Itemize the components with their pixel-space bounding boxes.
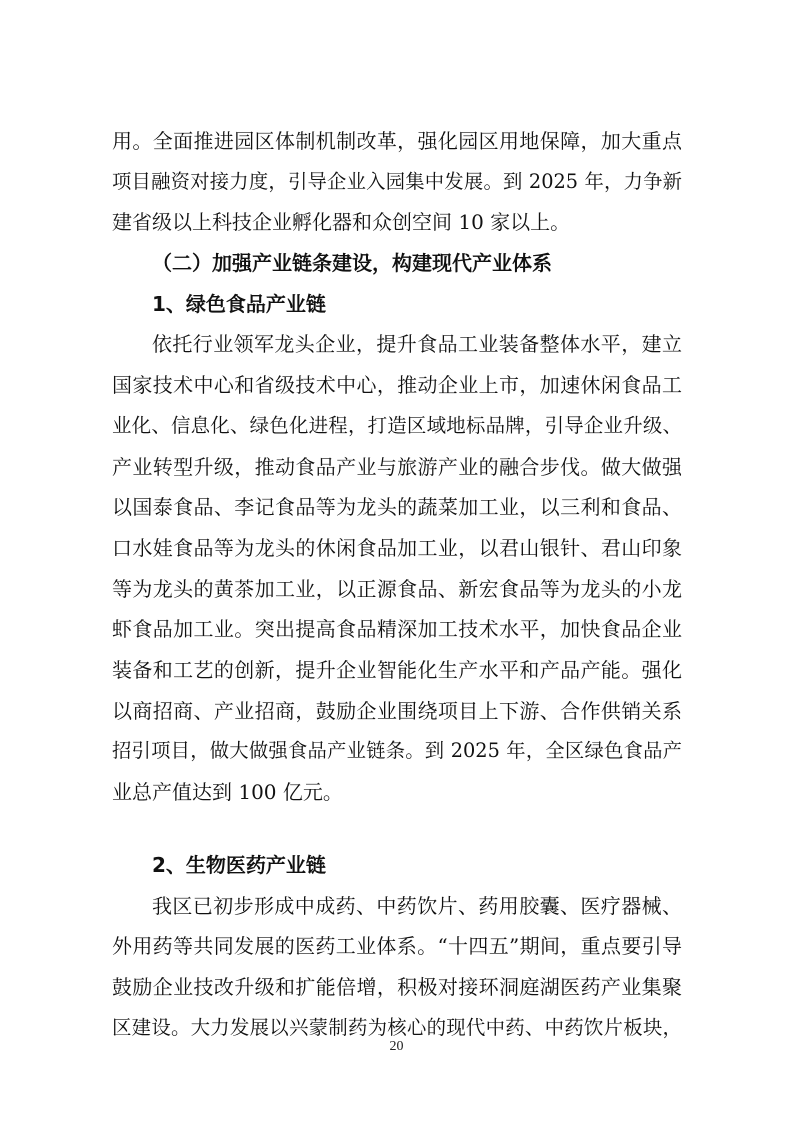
body-text-top <box>112 121 682 813</box>
text-line: 以商招商、产业招商，鼓励企业围绕项目上下游、合作供销关系 <box>112 698 682 723</box>
text-line: 等为龙头的黄茶加工业，以正源食品、新宏食品等为龙头的小龙 <box>112 576 682 601</box>
text-line: 以国泰食品、李记食品等为龙头的蔬菜加工业，以三利和食品、 <box>112 495 682 520</box>
section-heading: （二）加强产业链条建设，构建现代产业体系 <box>152 251 552 276</box>
body-text-bottom <box>112 845 682 1048</box>
text-line: 业化、信息化、绿色化进程，打造区域地标品牌，引导企业升级、 <box>112 413 682 437</box>
page-number: 20 <box>389 1039 404 1054</box>
text-line: 项目融资对接力度，引导企业入园集中发展。到 2025 年，力争新 <box>112 169 682 193</box>
text-line: 口水娃食品等为龙头的休闲食品加工业，以君山银针、君山印象 <box>112 535 682 560</box>
text-line: 国家技术中心和省级技术中心，推动企业上市，加速休闲食品工 <box>112 373 682 398</box>
text-line: 依托行业领军龙头企业，提升食品工业装备整体水平，建立 <box>152 332 682 357</box>
text-line: 业总产值达到 100 亿元。 <box>112 780 343 804</box>
text-line: 虾食品加工业。突出提高食品精深加工技术水平，加快食品企业 <box>112 617 682 642</box>
text-line: 我区已初步形成中成药、中药饮片、药用胶囊、医疗器械、 <box>152 893 682 918</box>
text-line: 产业转型升级，推动食品产业与旅游产业的融合步伐。做大做强 <box>112 454 682 479</box>
text-line: 建省级以上科技企业孵化器和众创空间 10 家以上。 <box>112 210 571 235</box>
subsection-heading: 1、绿色食品产业链 <box>152 291 326 316</box>
text-line: 外用药等共同发展的医药工业体系。“十四五”期间，重点要引导 <box>112 934 682 959</box>
text-line: 区建设。大力发展以兴蒙制药为核心的现代中药、中药饮片板块， <box>112 1015 682 1039</box>
text-line: 招引项目，做大做强食品产业链条。到 2025 年，全区绿色食品产 <box>112 739 682 763</box>
text-line: 用。全面推进园区体制机制改革，强化园区用地保障，加大重点 <box>112 129 682 153</box>
subsection-heading: 2、生物医药产业链 <box>152 853 326 877</box>
text-line: 鼓励企业技改升级和扩能倍增，积极对接环洞庭湖医药产业集聚 <box>112 975 682 1000</box>
text-line: 装备和工艺的创新，提升企业智能化生产水平和产品产能。强化 <box>112 657 682 682</box>
